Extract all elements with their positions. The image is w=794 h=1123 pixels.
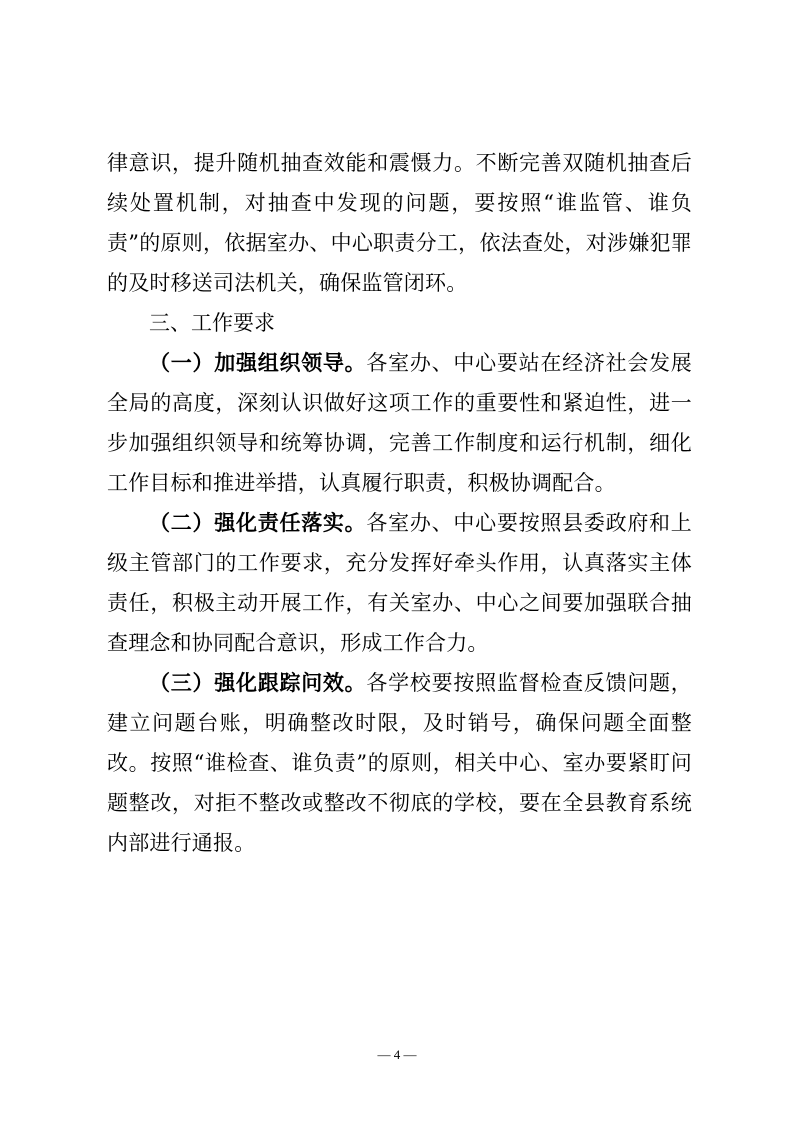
item-text: 各学校要按照监督检查反馈问题，建立问题台账，明确整改时限，及时销号，确保问题全面整改。按照“谁检查、谁负责”的原则，相关中心、室办要紧盯问题整改，对拒不整改或整改不彻底的学校，要在全县教育系统内部进行通报。 (107, 671, 693, 855)
paragraph-text: 律意识，提升随机抽查效能和震慑力。不断完善双随机抽查后续处置机制，对抽查中发现的问题，要按照“谁监管、谁负责”的原则，依据室办、中心职责分工，依法查处，对涉嫌犯罪的及时移送司法机关，确保监管闭环。 (107, 151, 692, 295)
item-text: 各室办、中心要站在经济社会发展全局的高度，深刻认识做好这项工作的重要性和紧迫性，进一步加强组织领导和统筹协调，完善工作制度和运行机制，细化工作目标和推进举措，认真履行职责，积极协调配合。 (107, 351, 693, 495)
item-lead: （二）强化责任落实。 (149, 511, 367, 535)
page-number: — 4 — (377, 1047, 417, 1062)
requirement-item-2 (107, 503, 692, 663)
item-lead: （一）加强组织领导。 (149, 351, 367, 375)
document-body (107, 143, 692, 863)
requirement-item-3 (107, 663, 692, 863)
item-lead: （三）强化跟踪问效。 (149, 671, 367, 695)
continued-paragraph (107, 143, 692, 303)
section-heading: 三、工作要求 (149, 311, 275, 335)
item-text: 各室办、中心要按照县委政府和上级主管部门的工作要求，充分发挥好牵头作用，认真落实主体责任，积极主动开展工作，有关室办、中心之间要加强联合抽查理念和协同配合意识，形成工作合力。 (107, 511, 693, 655)
requirement-item-1 (107, 343, 692, 503)
